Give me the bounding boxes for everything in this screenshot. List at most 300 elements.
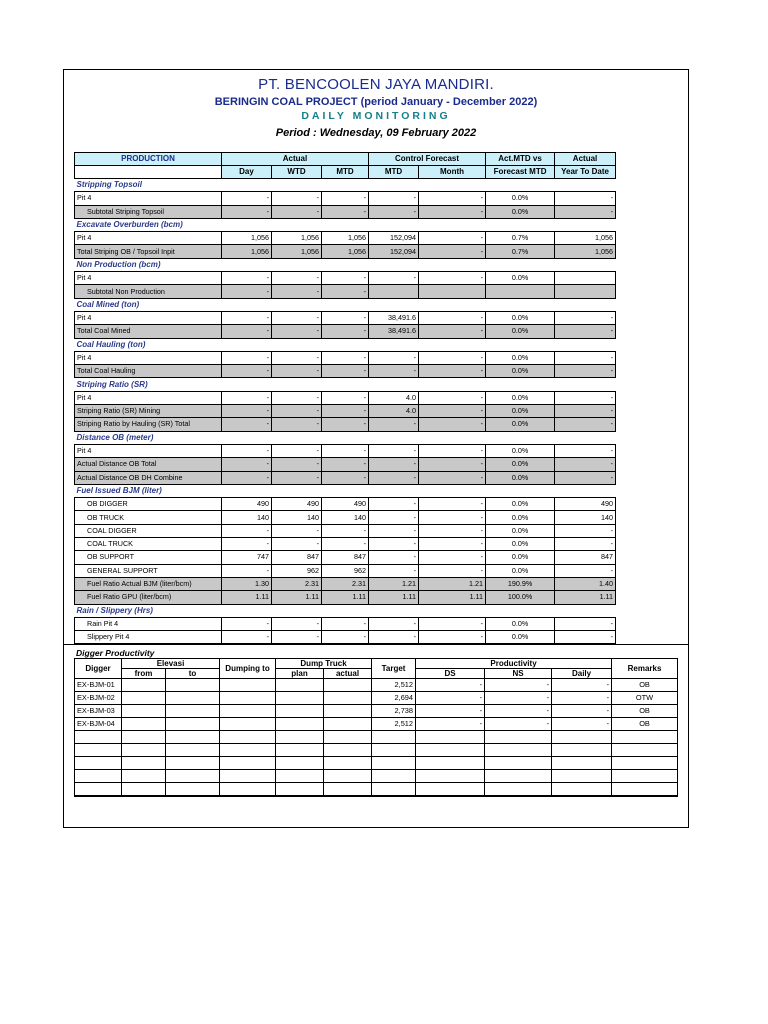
ns-cell: - <box>485 692 552 705</box>
section-spacer-cell <box>486 179 555 192</box>
col-productivity: Productivity <box>416 659 612 669</box>
section-spacer-cell <box>322 258 369 271</box>
value-cell: - <box>555 538 616 551</box>
value-cell: - <box>419 192 486 205</box>
section-spacer-cell <box>555 604 616 617</box>
value-cell: 1,056 <box>555 232 616 245</box>
ns-cell: - <box>485 718 552 731</box>
empty-cell <box>552 731 612 744</box>
value-cell: - <box>322 351 369 364</box>
ns-cell: - <box>485 679 552 692</box>
value-cell: 1.11 <box>322 591 369 604</box>
empty-cell <box>485 731 552 744</box>
section-spacer-cell <box>322 179 369 192</box>
row-label: Pit 4 <box>75 351 222 364</box>
value-cell: 1,056 <box>322 232 369 245</box>
empty-cell <box>612 783 678 796</box>
row-label: OB SUPPORT <box>75 551 222 564</box>
value-cell: - <box>322 311 369 324</box>
remarks-cell: OB <box>612 705 678 718</box>
value-cell: 847 <box>322 551 369 564</box>
target-cell: 2,738 <box>372 705 416 718</box>
value-cell: - <box>369 617 419 630</box>
target-cell: 2,694 <box>372 692 416 705</box>
value-cell: - <box>322 418 369 431</box>
value-cell: 0.0% <box>486 538 555 551</box>
value-cell: - <box>272 192 322 205</box>
row-label: Subtotal Striping Topsoil <box>75 205 222 218</box>
empty-cell <box>75 757 122 770</box>
value-cell: - <box>222 311 272 324</box>
dumping-to-cell <box>220 705 276 718</box>
section-spacer-cell <box>555 338 616 351</box>
row-label: Striping Ratio (SR) Mining <box>75 405 222 418</box>
col-day: Day <box>222 166 272 179</box>
value-cell: 4.0 <box>369 405 419 418</box>
value-cell: - <box>555 631 616 644</box>
empty-cell <box>372 731 416 744</box>
value-cell: 0.0% <box>486 391 555 404</box>
value-cell: - <box>322 205 369 218</box>
empty-cell <box>276 757 324 770</box>
section-spacer-cell <box>419 484 486 497</box>
table-row <box>75 498 616 511</box>
section-spacer-cell <box>222 431 272 444</box>
value-cell: - <box>419 405 486 418</box>
row-label: Rain Pit 4 <box>75 617 222 630</box>
empty-cell <box>220 757 276 770</box>
col-plan: plan <box>276 669 324 679</box>
col-daily: Daily <box>552 669 612 679</box>
value-cell: 1,056 <box>272 232 322 245</box>
value-cell <box>555 285 616 298</box>
value-cell: - <box>419 458 486 471</box>
value-cell: 140 <box>555 511 616 524</box>
value-cell: 1,056 <box>555 245 616 258</box>
remarks-cell: OB <box>612 679 678 692</box>
col-digger: Digger <box>75 659 122 679</box>
section-spacer-cell <box>555 431 616 444</box>
table-row <box>75 551 616 564</box>
value-cell: 1,056 <box>322 245 369 258</box>
value-cell: 0.0% <box>486 192 555 205</box>
section-spacer-cell <box>369 431 419 444</box>
row-label: COAL DIGGER <box>75 524 222 537</box>
col-ds: DS <box>416 669 485 679</box>
col-act-mtd-vs: Act.MTD vs <box>486 153 555 166</box>
col-mtd: MTD <box>322 166 369 179</box>
empty-cell <box>122 783 166 796</box>
col-control-forecast: Control Forecast <box>369 153 486 166</box>
value-cell: - <box>272 617 322 630</box>
daily-cell: - <box>552 718 612 731</box>
section-header-row <box>75 378 616 391</box>
value-cell: - <box>222 631 272 644</box>
elevasi-from-cell <box>122 679 166 692</box>
value-cell: - <box>322 325 369 338</box>
ds-cell: - <box>416 679 485 692</box>
value-cell: - <box>272 391 322 404</box>
row-label: Striping Ratio by Hauling (SR) Total <box>75 418 222 431</box>
empty-cell <box>220 744 276 757</box>
value-cell: 152,094 <box>369 245 419 258</box>
value-cell: 0.0% <box>486 471 555 484</box>
empty-cell <box>485 770 552 783</box>
table-row <box>75 272 616 285</box>
dump-truck-plan-cell <box>276 679 324 692</box>
col-wtd: WTD <box>272 166 322 179</box>
value-cell: 962 <box>322 564 369 577</box>
value-cell: - <box>555 471 616 484</box>
section-spacer-cell <box>322 298 369 311</box>
empty-row <box>75 757 678 770</box>
value-cell: - <box>222 325 272 338</box>
dump-truck-plan-cell <box>276 718 324 731</box>
empty-cell <box>166 731 220 744</box>
section-title: Coal Mined (ton) <box>75 298 222 311</box>
value-cell: 490 <box>272 498 322 511</box>
row-label: Total Striping OB / Topsoil Inpit <box>75 245 222 258</box>
value-cell: 847 <box>555 551 616 564</box>
col-dump-truck: Dump Truck <box>276 659 372 669</box>
section-spacer-cell <box>419 431 486 444</box>
value-cell: 847 <box>272 551 322 564</box>
value-cell: - <box>419 564 486 577</box>
value-cell: - <box>555 617 616 630</box>
report-header <box>64 76 688 141</box>
value-cell: - <box>555 444 616 457</box>
value-cell <box>486 285 555 298</box>
dump-truck-plan-cell <box>276 692 324 705</box>
empty-cell <box>276 731 324 744</box>
value-cell: 1.11 <box>419 591 486 604</box>
value-cell: 1.30 <box>222 577 272 590</box>
value-cell: - <box>369 471 419 484</box>
dumping-to-cell <box>220 718 276 731</box>
value-cell: 0.0% <box>486 418 555 431</box>
value-cell: 1.11 <box>272 591 322 604</box>
value-cell: 1.11 <box>369 591 419 604</box>
elevasi-to-cell <box>166 679 220 692</box>
dump-truck-actual-cell <box>324 718 372 731</box>
value-cell: 747 <box>222 551 272 564</box>
row-label: Slippery Pit 4 <box>75 631 222 644</box>
empty-cell <box>485 783 552 796</box>
section-spacer-cell <box>272 258 322 271</box>
section-spacer-cell <box>369 218 419 231</box>
empty-cell <box>166 770 220 783</box>
subtotal-row <box>75 458 616 471</box>
section-title: Excavate Overburden (bcm) <box>75 218 222 231</box>
value-cell: - <box>272 471 322 484</box>
row-label: Total Coal Hauling <box>75 365 222 378</box>
value-cell: 190.9% <box>486 577 555 590</box>
col-actual: Actual <box>222 153 369 166</box>
value-cell: 1,056 <box>222 232 272 245</box>
value-cell: 0.0% <box>486 311 555 324</box>
value-cell: 2.31 <box>322 577 369 590</box>
ns-cell: - <box>485 705 552 718</box>
section-spacer-cell <box>419 298 486 311</box>
section-title: Stripping Topsoil <box>75 179 222 192</box>
report-period: Period : Wednesday, 09 February 2022 <box>275 127 477 139</box>
section-spacer-cell <box>272 604 322 617</box>
section-header-row <box>75 298 616 311</box>
value-cell: - <box>322 458 369 471</box>
empty-cell <box>416 770 485 783</box>
empty-cell <box>372 770 416 783</box>
value-cell: - <box>419 617 486 630</box>
target-cell: 2,512 <box>372 718 416 731</box>
dumping-to-cell <box>220 692 276 705</box>
dump-truck-actual-cell <box>324 679 372 692</box>
section-spacer-cell <box>555 258 616 271</box>
elevasi-to-cell <box>166 705 220 718</box>
value-cell: - <box>222 458 272 471</box>
subtotal-row <box>75 245 616 258</box>
ds-cell: - <box>416 692 485 705</box>
elevasi-from-cell <box>122 692 166 705</box>
section-spacer-cell <box>555 298 616 311</box>
value-cell: - <box>419 524 486 537</box>
empty-cell <box>166 783 220 796</box>
section-spacer-cell <box>222 179 272 192</box>
section-spacer-cell <box>322 338 369 351</box>
empty-cell <box>552 783 612 796</box>
value-cell: 1.21 <box>419 577 486 590</box>
dumping-to-cell <box>220 679 276 692</box>
value-cell: - <box>322 471 369 484</box>
elevasi-to-cell <box>166 692 220 705</box>
digger-productivity-title: Digger Productivity <box>76 648 155 658</box>
col-elevasi: Elevasi <box>122 659 220 669</box>
section-spacer-cell <box>222 378 272 391</box>
value-cell: 962 <box>272 564 322 577</box>
table-row <box>75 617 616 630</box>
section-spacer-cell <box>486 484 555 497</box>
table-row <box>75 311 616 324</box>
empty-cell <box>122 744 166 757</box>
subtotal-row <box>75 205 616 218</box>
value-cell: - <box>555 311 616 324</box>
value-cell: - <box>272 524 322 537</box>
section-title: Striping Ratio (SR) <box>75 378 222 391</box>
value-cell: - <box>222 524 272 537</box>
daily-cell: - <box>552 705 612 718</box>
value-cell: - <box>369 272 419 285</box>
dump-truck-actual-cell <box>324 692 372 705</box>
section-spacer-cell <box>369 258 419 271</box>
section-spacer-cell <box>322 378 369 391</box>
value-cell: - <box>419 205 486 218</box>
empty-cell <box>612 770 678 783</box>
ds-cell: - <box>416 705 485 718</box>
section-title: Coal Hauling (ton) <box>75 338 222 351</box>
value-cell: - <box>222 391 272 404</box>
subtotal-row <box>75 418 616 431</box>
value-cell: 4.0 <box>369 391 419 404</box>
section-spacer-cell <box>419 604 486 617</box>
digger-row <box>75 718 678 731</box>
value-cell: - <box>555 325 616 338</box>
empty-cell <box>416 783 485 796</box>
digger-name: EX-BJM-02 <box>75 692 122 705</box>
section-spacer-cell <box>369 298 419 311</box>
remarks-cell: OTW <box>612 692 678 705</box>
col-target: Target <box>372 659 416 679</box>
digger-row <box>75 679 678 692</box>
value-cell: - <box>369 458 419 471</box>
value-cell: 0.0% <box>486 551 555 564</box>
value-cell: - <box>322 524 369 537</box>
value-cell: - <box>369 444 419 457</box>
remarks-cell: OB <box>612 718 678 731</box>
section-spacer-cell <box>369 378 419 391</box>
value-cell: - <box>419 418 486 431</box>
row-label: GENERAL SUPPORT <box>75 564 222 577</box>
dump-truck-plan-cell <box>276 705 324 718</box>
value-cell: 38,491.6 <box>369 325 419 338</box>
value-cell: 140 <box>272 511 322 524</box>
empty-row <box>75 744 678 757</box>
value-cell: - <box>369 524 419 537</box>
empty-cell <box>552 770 612 783</box>
subtotal-row <box>75 471 616 484</box>
subtotal-row <box>75 577 616 590</box>
value-cell: 1.40 <box>555 577 616 590</box>
row-label: Total Coal Mined <box>75 325 222 338</box>
value-cell: - <box>222 272 272 285</box>
value-cell: - <box>419 471 486 484</box>
section-spacer-cell <box>486 258 555 271</box>
value-cell: - <box>272 444 322 457</box>
value-cell: - <box>272 351 322 364</box>
empty-cell <box>75 783 122 796</box>
value-cell: - <box>369 365 419 378</box>
value-cell: - <box>222 205 272 218</box>
row-label: COAL TRUCK <box>75 538 222 551</box>
value-cell: 0.0% <box>486 458 555 471</box>
empty-cell <box>372 783 416 796</box>
value-cell <box>419 285 486 298</box>
value-cell: - <box>322 272 369 285</box>
value-cell: 140 <box>322 511 369 524</box>
value-cell: - <box>369 631 419 644</box>
value-cell: 490 <box>222 498 272 511</box>
value-cell: 0.0% <box>486 564 555 577</box>
value-cell: 100.0% <box>486 591 555 604</box>
value-cell: - <box>419 311 486 324</box>
daily-cell: - <box>552 692 612 705</box>
empty-cell <box>75 731 122 744</box>
value-cell: 140 <box>222 511 272 524</box>
value-cell: - <box>222 285 272 298</box>
section-spacer-cell <box>272 484 322 497</box>
section-spacer-cell <box>272 218 322 231</box>
value-cell: - <box>369 564 419 577</box>
section-spacer-cell <box>272 431 322 444</box>
subtotal-row <box>75 325 616 338</box>
empty-cell <box>276 783 324 796</box>
subtotal-row <box>75 405 616 418</box>
value-cell: 2.31 <box>272 577 322 590</box>
value-cell: - <box>419 538 486 551</box>
empty-cell <box>276 770 324 783</box>
value-cell: - <box>322 538 369 551</box>
table-row <box>75 232 616 245</box>
value-cell: - <box>272 365 322 378</box>
value-cell: - <box>222 192 272 205</box>
value-cell: - <box>272 458 322 471</box>
section-spacer-cell <box>419 218 486 231</box>
value-cell: - <box>369 418 419 431</box>
value-cell: - <box>322 391 369 404</box>
empty-cell <box>324 757 372 770</box>
value-cell: 0.0% <box>486 205 555 218</box>
section-title: Distance OB (meter) <box>75 431 222 444</box>
section-spacer-cell <box>272 298 322 311</box>
value-cell: - <box>322 192 369 205</box>
value-cell: 1.21 <box>369 577 419 590</box>
section-spacer-cell <box>486 604 555 617</box>
empty-cell <box>416 744 485 757</box>
empty-cell <box>552 757 612 770</box>
value-cell: - <box>369 351 419 364</box>
value-cell: - <box>322 365 369 378</box>
subtotal-row <box>75 285 616 298</box>
section-spacer-cell <box>486 431 555 444</box>
empty-cell <box>324 731 372 744</box>
ds-cell: - <box>416 718 485 731</box>
value-cell: - <box>419 631 486 644</box>
row-label: Fuel Ratio GPU (liter/bcm) <box>75 591 222 604</box>
section-header-row <box>75 338 616 351</box>
empty-cell <box>276 744 324 757</box>
value-cell <box>369 285 419 298</box>
value-cell: - <box>222 564 272 577</box>
col-forecast-mtd: Forecast MTD <box>486 166 555 179</box>
target-cell: 2,512 <box>372 679 416 692</box>
value-cell: - <box>555 564 616 577</box>
value-cell: - <box>555 351 616 364</box>
elevasi-to-cell <box>166 718 220 731</box>
value-cell: 490 <box>555 498 616 511</box>
section-spacer-cell <box>369 338 419 351</box>
digger-name: EX-BJM-04 <box>75 718 122 731</box>
section-spacer-cell <box>322 484 369 497</box>
value-cell: - <box>369 498 419 511</box>
value-cell: - <box>419 365 486 378</box>
digger-section-divider <box>64 644 688 645</box>
value-cell: 152,094 <box>369 232 419 245</box>
section-spacer-cell <box>272 338 322 351</box>
section-header-row <box>75 484 616 497</box>
project-title: BERINGIN COAL PROJECT (period January - December 2022) <box>214 96 538 108</box>
value-cell: 0.0% <box>486 365 555 378</box>
col-spacer <box>75 166 222 179</box>
table-row <box>75 511 616 524</box>
col-to: to <box>166 669 220 679</box>
value-cell: - <box>369 538 419 551</box>
value-cell: - <box>369 551 419 564</box>
row-label: Subtotal Non Production <box>75 285 222 298</box>
section-spacer-cell <box>322 218 369 231</box>
section-spacer-cell <box>419 258 486 271</box>
digger-productivity-table <box>74 658 678 797</box>
value-cell: - <box>222 418 272 431</box>
table-row <box>75 538 616 551</box>
value-cell: 490 <box>322 498 369 511</box>
